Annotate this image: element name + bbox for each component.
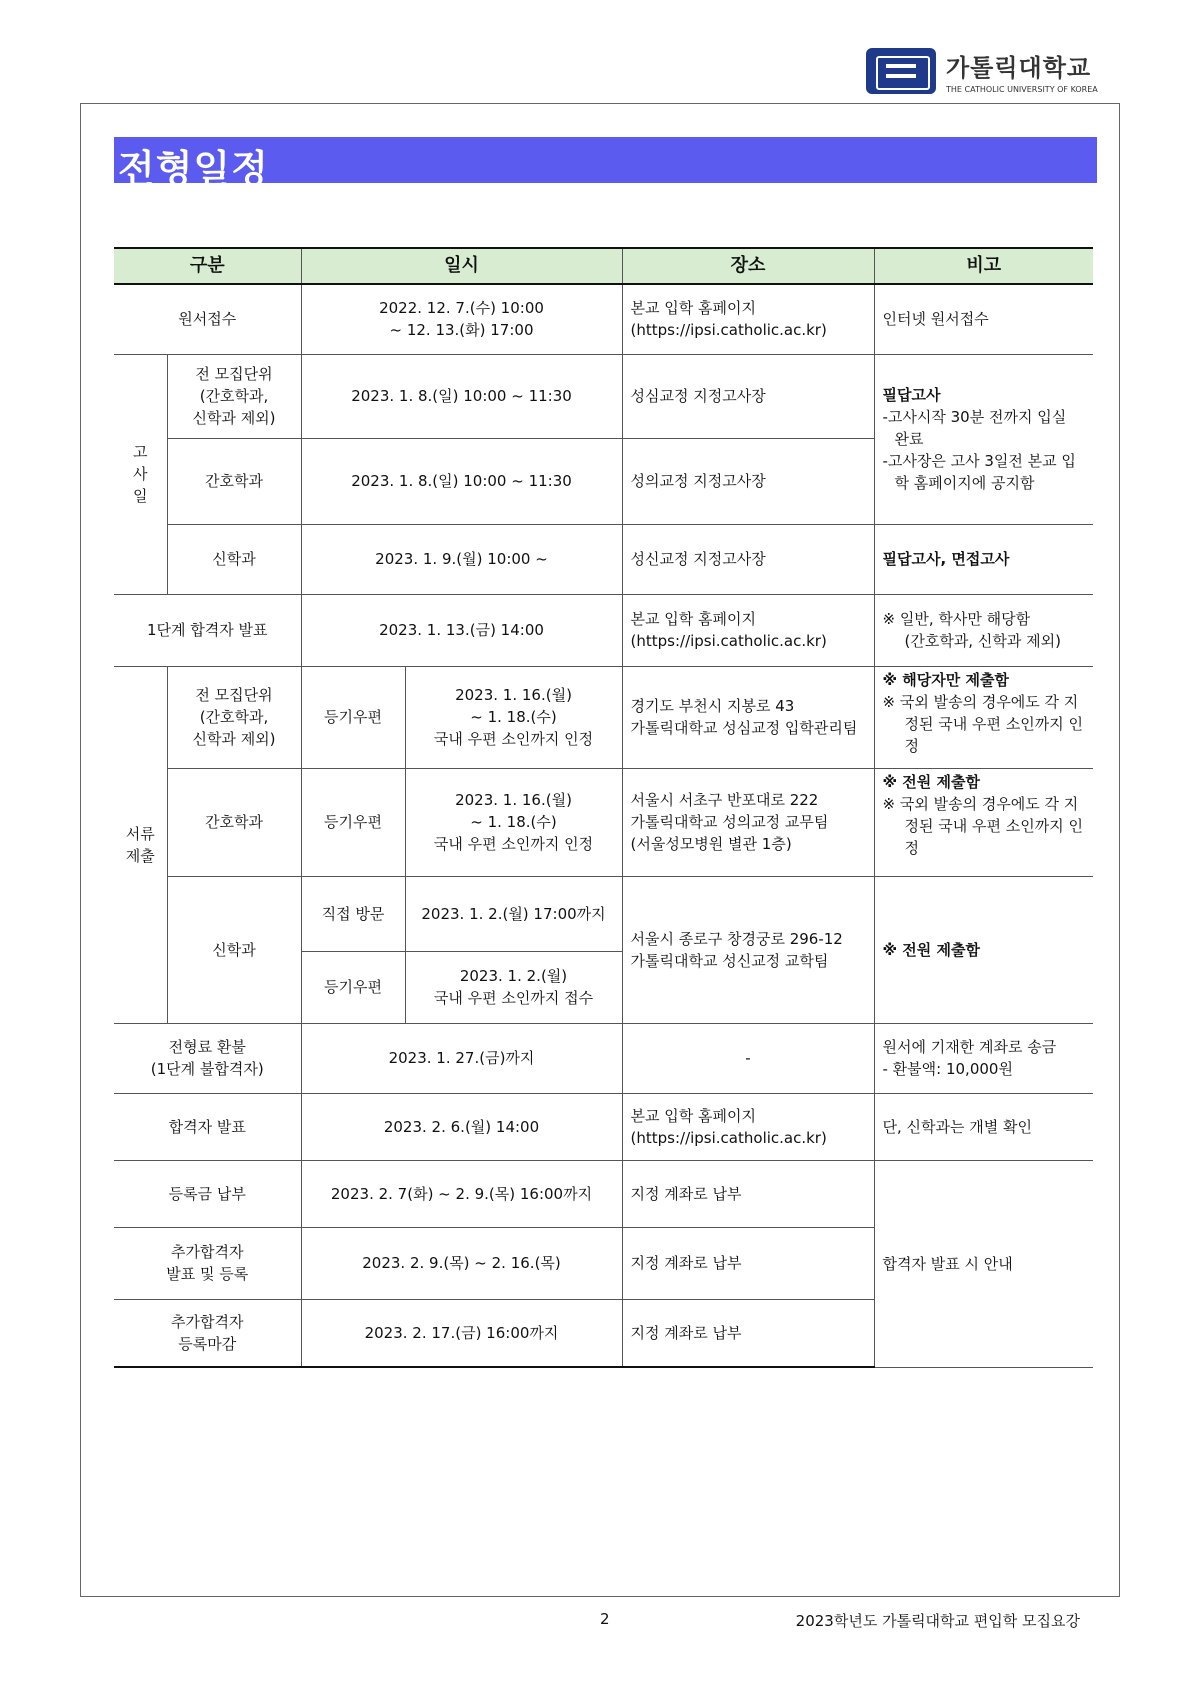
row-place: 지정 계좌로 납부 [622,1299,874,1367]
row-date: 2023. 1. 13.(금) 14:00 [301,594,622,666]
table-row [114,524,1093,594]
row-label: 1단계 합격자 발표 [114,594,301,666]
page-number: 2 [600,1610,610,1628]
row-place: 경기도 부천시 지봉로 43 가톨릭대학교 성심교정 입학관리팀 [622,666,874,768]
row-place: 지정 계좌로 납부 [622,1227,874,1299]
row-label: 원서접수 [114,284,301,354]
footer-document-title: 2023학년도 가톨릭대학교 편입학 모집요강 [795,1612,1080,1630]
row-date: 2023. 1. 16.(월) ~ 1. 18.(수) 국내 우편 소인까지 인정 [405,666,622,768]
table-row [114,876,1093,951]
row-method: 직접 방문 [301,876,405,951]
logo-english-text: THE CATHOLIC UNIVERSITY OF KOREA [946,85,1098,94]
row-label: 전형료 환불 (1단계 불합격자) [114,1023,301,1093]
table-row [114,594,1093,666]
row-date: 2023. 1. 9.(월) 10:00 ~ [301,524,622,594]
row-place: 본교 입학 홈페이지 (https://ipsi.catholic.ac.kr) [622,594,874,666]
header-place: 장소 [622,248,874,284]
row-label: 합격자 발표 [114,1093,301,1160]
row-label: 신학과 [167,524,301,594]
logo-korean-text: 가톨릭대학교 [946,54,1092,82]
row-method: 등기우편 [301,666,405,768]
row-label: 신학과 [167,876,301,1023]
table-row [114,1023,1093,1093]
row-date: 2022. 12. 7.(수) 10:00 ~ 12. 13.(화) 17:00 [301,284,622,354]
row-place: 성신교정 지정고사장 [622,524,874,594]
row-date: 2023. 2. 9.(목) ~ 2. 16.(목) [301,1227,622,1299]
row-place: 서울시 서초구 반포대로 222 가톨릭대학교 성의교정 교무팀 (서울성모병원 별관 1층) [622,768,874,876]
row-note: 인터넷 원서접수 [874,284,1093,354]
table-row [114,666,1093,768]
row-label: 등록금 납부 [114,1160,301,1227]
row-place: 본교 입학 홈페이지 (https://ipsi.catholic.ac.kr) [622,1093,874,1160]
row-label: 간호학과 [167,438,301,524]
row-place: 성심교정 지정고사장 [622,354,874,438]
row-place: 서울시 종로구 창경궁로 296-12 가톨릭대학교 성신교정 교학팀 [622,876,874,1023]
row-note: ※ 일반, 학사만 해당함 (간호학과, 신학과 제외) [874,594,1093,666]
row-place: 지정 계좌로 납부 [622,1160,874,1227]
row-date: 2023. 1. 8.(일) 10:00 ~ 11:30 [301,354,622,438]
row-note: ※ 전원 제출함 ※ 국외 발송의 경우에도 각 지정된 국내 우편 소인까지 인정 [874,768,1093,876]
row-label: 추가합격자 발표 및 등록 [114,1227,301,1299]
row-place: 성의교정 지정고사장 [622,438,874,524]
table-row [114,284,1093,354]
table-row [114,768,1093,876]
row-date: 2023. 1. 2.(월) 17:00까지 [405,876,622,951]
section-title-bar [114,137,1097,191]
row-note: ※ 해당자만 제출함 ※ 국외 발송의 경우에도 각 지정된 국내 우편 소인까지 인정 [874,666,1093,768]
university-logo [866,48,1098,94]
section-title: 전형일정 [118,147,269,191]
row-label: 전 모집단위 (간호학과, 신학과 제외) [167,354,301,438]
group-label-document-submission: 서류제출 [114,666,167,1023]
row-note: 필답고사, 면접고사 [874,524,1093,594]
row-note: 원서에 기재한 계좌로 송금 - 환불액: 10,000원 [874,1023,1093,1093]
merged-note: 합격자 발표 시 안내 [874,1160,1093,1367]
schedule-table [114,247,1093,1368]
header-datetime: 일시 [301,248,622,284]
table-row [114,1160,1093,1227]
table-row [114,1093,1093,1160]
header-category: 구분 [114,248,301,284]
row-date: 2023. 1. 8.(일) 10:00 ~ 11:30 [301,438,622,524]
row-label: 추가합격자 등록마감 [114,1299,301,1367]
row-place: 본교 입학 홈페이지 (https://ipsi.catholic.ac.kr) [622,284,874,354]
header-remarks: 비고 [874,248,1093,284]
row-note: 단, 신학과는 개별 확인 [874,1093,1093,1160]
row-method: 등기우편 [301,951,405,1023]
row-label: 간호학과 [167,768,301,876]
row-method: 등기우편 [301,768,405,876]
row-date: 2023. 2. 6.(월) 14:00 [301,1093,622,1160]
row-date: 2023. 2. 17.(금) 16:00까지 [301,1299,622,1367]
row-label: 전 모집단위 (간호학과, 신학과 제외) [167,666,301,768]
row-date: 2023. 1. 16.(월) ~ 1. 18.(수) 국내 우편 소인까지 인정 [405,768,622,876]
row-place: - [622,1023,874,1093]
row-note: ※ 전원 제출함 [874,876,1093,1023]
group-label-exam-day: 고사일 [114,354,167,594]
table-header-row [114,248,1093,284]
exam-note: 필답고사 -고사시작 30분 전까지 입실 완료 -고사장은 고사 3일전 본교 입학 홈페이지에 공지함 [874,354,1093,524]
university-seal-icon [866,48,936,94]
row-date: 2023. 2. 7(화) ~ 2. 9.(목) 16:00까지 [301,1160,622,1227]
row-date: 2023. 1. 27.(금)까지 [301,1023,622,1093]
row-date: 2023. 1. 2.(월) 국내 우편 소인까지 접수 [405,951,622,1023]
table-row [114,354,1093,438]
